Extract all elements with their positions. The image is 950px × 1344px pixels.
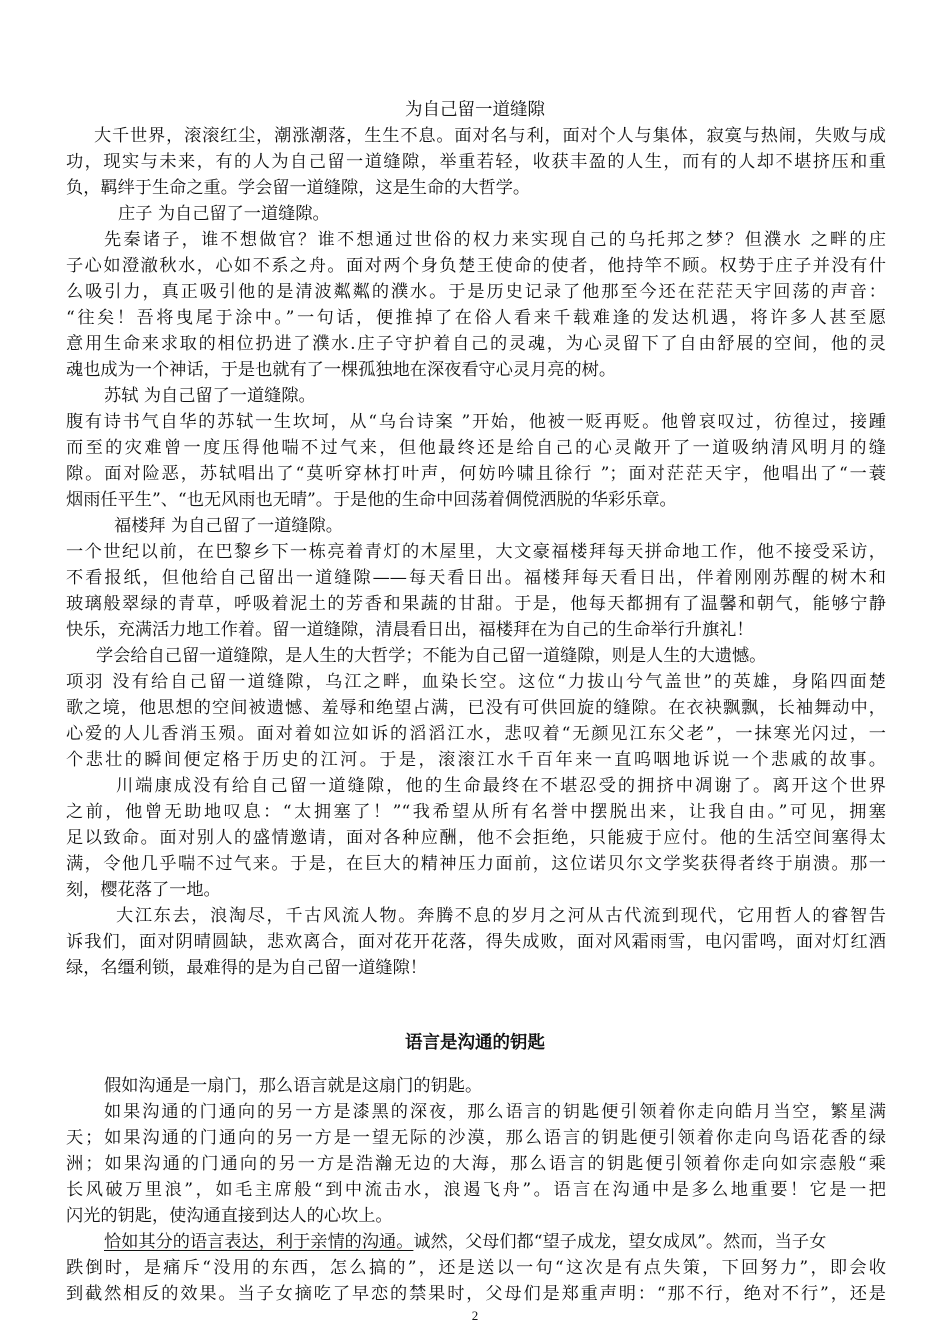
paragraph-line: 魂也成为一个神话，于是也就有了一棵孤独地在深夜看守心灵月亮的树。 <box>66 360 617 380</box>
paragraph-line: 长风破万里浪”，如毛主席般“到中流击水，浪遏飞舟”。语言在沟通中是多么地重要！它是一把 <box>66 1180 886 1200</box>
paragraph-line: 烟雨任平生”、“也无风雨也无晴”。于是他的生命中回荡着倜傥洒脱的华彩乐章。 <box>66 490 677 510</box>
paragraph-line: 到截然相反的效果。当子女摘吃了早恋的禁果时，父母们是郑重声明：“那不行，绝对不行”，还是 <box>66 1284 886 1304</box>
paragraph-line: 绿，名缰利锁，最难得的是为自己留一道缝隙！ <box>66 958 427 978</box>
paragraph-line: 足以致命。面对别人的盛情邀请，面对各种应酬，他不会拒绝，只能疲于应付。他的生活空间塞得太 <box>66 828 886 848</box>
paragraph-line: 玻璃般翠绿的青草，呼吸着泥土的芳香和果蔬的甘甜。于是，他每天都拥有了温馨和朝气，能够宁静 <box>66 594 886 614</box>
paragraph-line: 歌之境，他思想的空间被遗憾、羞辱和绝望占满，已没有可供回旋的缝隙。在衣袂飘飘，长袖舞动中， <box>66 698 886 718</box>
paragraph-line: 川端康成没有给自己留一道缝隙，他的生命最终在不堪忍受的拥挤中凋谢了。离开这个世界 <box>116 776 886 796</box>
paragraph-line: 项羽 没有给自己留一道缝隙，乌江之畔，血染长空。这位“力拔山兮气盖世”的英雄，身陷四面楚 <box>66 672 886 692</box>
paragraph-line: 满，令他几乎喘不过气来。于是，在巨大的精神压力面前，这位诺贝尔文学奖获得者终于崩溃。那一 <box>66 854 886 874</box>
paragraph-line: 快乐，充满活力地工作着。留一道缝隙，清晨看日出，福楼拜在为自己的生命举行升旗礼！ <box>66 620 754 640</box>
paragraph-line: 意用生命来求取的相位扔进了濮水.庄子守护着自己的灵魂，为心灵留下了自由舒展的空间，他的灵 <box>66 334 886 354</box>
section-heading: 苏轼 为自己留了一道缝隙。 <box>104 386 316 406</box>
page-number: 2 <box>471 1308 479 1323</box>
paragraph-line: 假如沟通是一扇门，那么语言就是这扇门的钥匙。 <box>104 1076 483 1096</box>
paragraph-line: 如果沟通的门通向的另一方是漆黑的深夜，那么语言的钥匙便引领着你走向皓月当空，繁星满 <box>104 1102 886 1122</box>
paragraph-line: 么吸引力，真正吸引他的是清波粼粼的濮水。于是历史记录了他那至今还在茫茫天宇回荡的声音： <box>66 282 886 302</box>
paragraph-line: 跌倒时，是痛斥“没用的东西，怎么搞的”，还是送以一句“这次是有点失策，下回努力”，即会收 <box>66 1258 886 1278</box>
essay2-title: 语言是沟通的钥匙 <box>405 1033 545 1053</box>
essay1-title: 为自己留一道缝隙 <box>405 100 545 120</box>
paragraph-line-continuation: 诚然，父母们都“望子成龙，望女成凤”。然而，当子女 <box>413 1232 827 1252</box>
paragraph-line: 不看报纸，但他给自己留出一道缝隙——每天看日出。福楼拜每天看日出，伴着刚刚苏醒的树木和 <box>66 568 886 588</box>
paragraph-line: 刻，樱花落了一地。 <box>66 880 221 900</box>
paragraph-line: 心爱的人儿香消玉殒。面对着如泣如诉的滔滔江水，悲叹着“无颜见江东父老”，一抹寒光闪过，一 <box>66 724 886 744</box>
paragraph-line: 诉我们，面对阴晴圆缺，悲欢离合，面对花开花落，得失成败，面对风霜雨雪，电闪雷鸣，面对灯红酒 <box>66 932 886 952</box>
paragraph-line: 腹有诗书气自华的苏轼一生坎坷，从“乌台诗案 ”开始，他被一贬再贬。他曾哀叹过，彷徨过，接踵 <box>66 412 886 432</box>
paragraph-line: 天；如果沟通的门通向的另一方是一望无际的沙漠，那么语言的钥匙便引领着你走向鸟语花香的绿 <box>66 1128 886 1148</box>
section-heading: 庄子 为自己留了一道缝隙。 <box>118 204 330 224</box>
paragraph-line: “往矣！吾将曳尾于涂中。”一句话，便推掉了在俗人看来千载难逢的发达机遇，将许多人甚至愿 <box>66 308 886 328</box>
paragraph-line <box>104 1229 886 1255</box>
paragraph-line: 一个世纪以前，在巴黎乡下一栋亮着青灯的木屋里，大文豪福楼拜每天拼命地工作，他不接受采访， <box>66 542 886 562</box>
paragraph-line: 闪光的钥匙，使沟通直接到达人的心坎上。 <box>66 1206 393 1226</box>
paragraph-line: 个悲壮的瞬间便定格于历史的江河。于是，滚滚江水千百年来一直呜咽地诉说一个悲戚的故事。 <box>66 750 886 770</box>
paragraph-line: 先秦诸子，谁不想做官？谁不想通过世俗的权力来实现自己的乌托邦之梦？但濮水 之畔的庄 <box>104 230 886 250</box>
paragraph-line: 负，羁绊于生命之重。学会留一道缝隙，这是生命的大哲学。 <box>66 178 531 198</box>
paragraph-line: 洲；如果沟通的门通向的另一方是浩瀚无边的大海，那么语言的钥匙便引领着你走向如宗悫般“乘 <box>66 1154 886 1174</box>
underlined-topic-sentence: 恰如其分的语言表达，利于亲情的沟通。 <box>104 1232 414 1252</box>
paragraph-line: 之前，他曾无助地叹息：“太拥塞了！”“我希望从所有名誉中摆脱出来，让我自由。”可见，拥塞 <box>66 802 886 822</box>
paragraph-line: 子心如澄澈秋水，心如不系之舟。面对两个身负楚王使命的使者，他持竿不顾。权势于庄子并没有什 <box>66 256 886 276</box>
paragraph-line: 功，现实与未来，有的人为自己留一道缝隙，举重若轻，收获丰盈的人生，而有的人却不堪挤压和重 <box>66 152 886 172</box>
paragraph-line: 大江东去，浪淘尽，千古风流人物。奔腾不息的岁月之河从古代流到现代，它用哲人的睿智告 <box>116 906 886 926</box>
paragraph-line: 而至的灾难曾一度压得他喘不过气来，但他最终还是给自己的心灵敞开了一道吸纳清风明月的缝 <box>66 438 886 458</box>
paragraph-line: 学会给自己留一道缝隙，是人生的大哲学；不能为自己留一道缝隙，则是人生的大遗憾。 <box>96 646 767 666</box>
paragraph-line: 隙。面对险恶，苏轼唱出了“莫听穿林打叶声，何妨吟啸且徐行 ”；面对茫茫天宇，他唱出了“一蓑 <box>66 464 886 484</box>
paragraph-line: 大千世界，滚滚红尘，潮涨潮落，生生不息。面对名与利，面对个人与集体，寂寞与热闹，失败与成 <box>94 126 886 146</box>
section-heading: 福楼拜 为自己留了一道缝隙。 <box>114 516 343 536</box>
